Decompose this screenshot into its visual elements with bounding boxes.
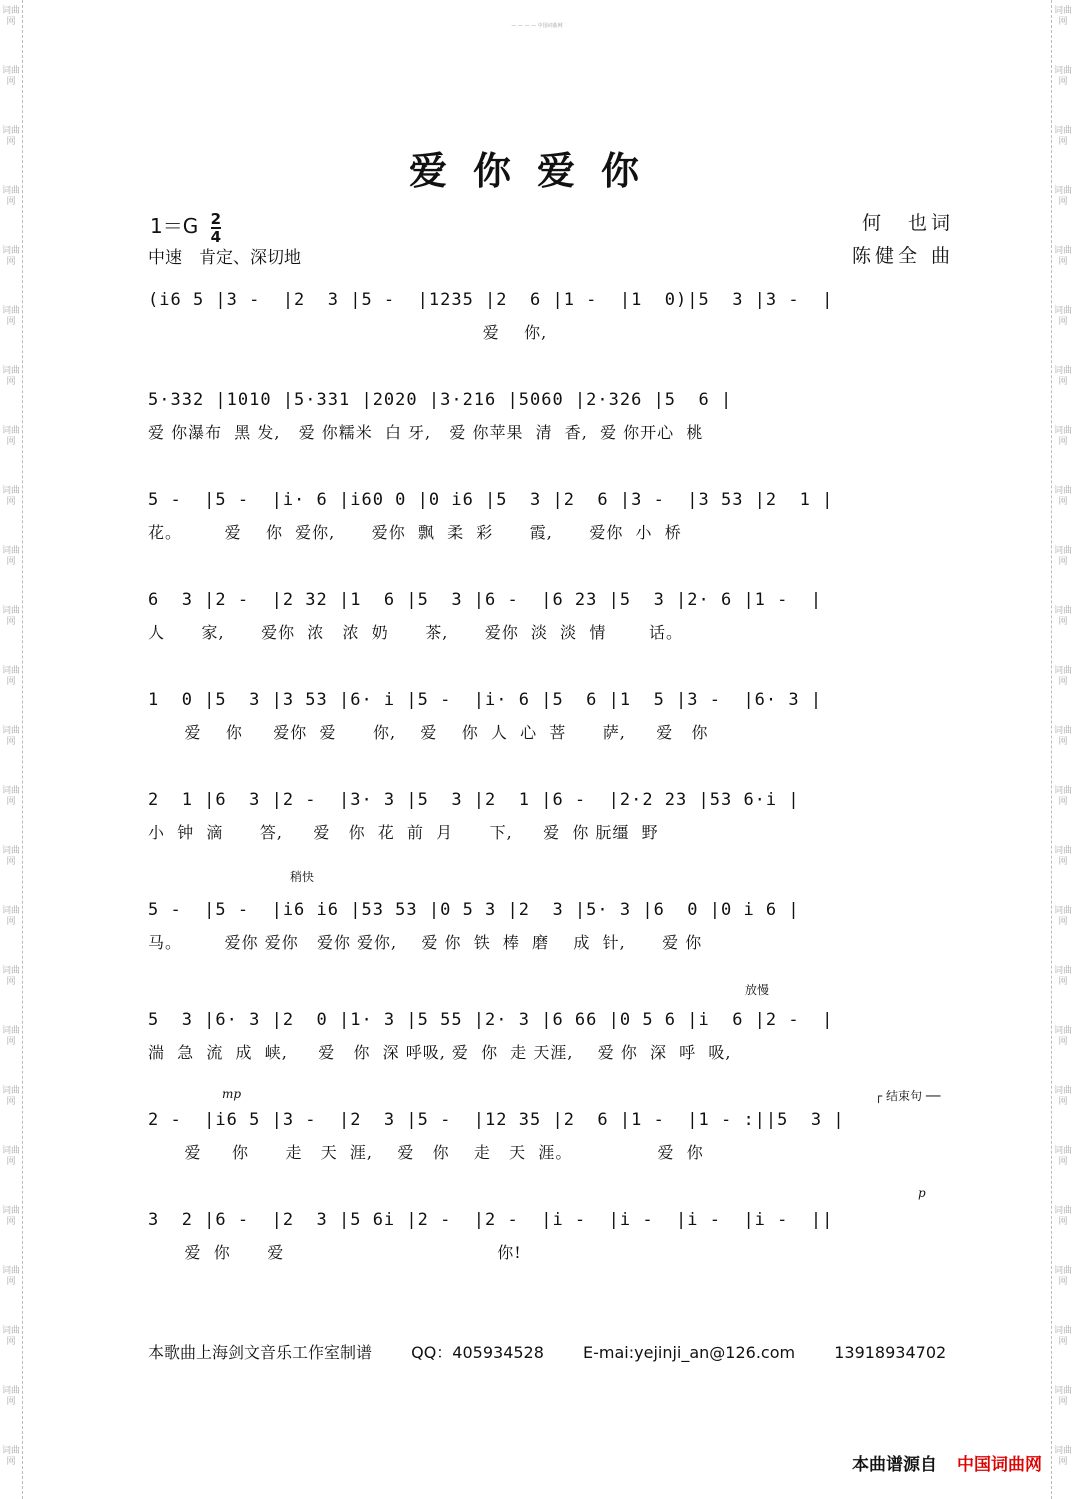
time-denominator: 4: [210, 227, 222, 246]
watermark-text: 词曲网: [1053, 546, 1072, 567]
watermark-text: 词曲网: [1053, 1326, 1072, 1347]
song-title: 爱你爱你: [408, 148, 665, 193]
watermark-text: 词曲网: [1053, 66, 1072, 87]
watermark-text: 词曲网: [1053, 126, 1072, 147]
key-label: 1＝G: [150, 214, 199, 238]
header-mark: — — — — 中国词曲网: [511, 23, 563, 29]
watermark-text: 词曲网: [1, 1386, 20, 1407]
notation: 6 3 |2 - |2 32 |1 6 |5 3 |6 - |6 23 |5 3 |2· 6 |1 - |: [148, 590, 823, 610]
lyrics: 爱 你 爱你 爱 你, 爱 你 人 心 菩 萨, 爱 你: [148, 723, 709, 742]
watermark-text: 词曲网: [1, 1206, 20, 1227]
notation: 1 0 |5 3 |3 53 |6· i |5 - |i· 6 |5 6 |1 5 |3 - |6· 3 |: [148, 690, 823, 710]
watermark-text: 词曲网: [1053, 366, 1072, 387]
watermark-text: 词曲网: [1, 1326, 20, 1347]
watermark-text: 词曲网: [1, 366, 20, 387]
watermark-text: 词曲网: [1053, 1446, 1072, 1467]
watermark-text: 词曲网: [1, 306, 20, 327]
lyrics: 湍 急 流 成 峡, 爱 你 深 呼吸, 爱 你 走 天涯, 爱 你 深 呼 吸,: [148, 1043, 732, 1062]
notation: 2 1 |6 3 |2 - |3· 3 |5 3 |2 1 |6 - |2·2 23 |53 6·i |: [148, 790, 800, 810]
notation: 5 - |5 - |i· 6 |i60 0 |0 i6 |5 3 |2 6 |3 - |3 53 |2 1 |: [148, 490, 834, 510]
lyrics: 爱 你 走 天 涯, 爱 你 走 天 涯。 爱 你: [148, 1143, 704, 1162]
watermark-text: 词曲网: [1053, 1086, 1072, 1107]
p-dynamic: p: [918, 1186, 926, 1200]
ending-marking: ┌ 结束句 ──: [875, 1089, 941, 1103]
time-numerator: 2: [210, 209, 222, 228]
watermark-text: 词曲网: [1, 426, 20, 447]
lyrics: 爱 你 爱 你!: [148, 1243, 522, 1262]
source-site-link[interactable]: 中国词曲网: [957, 1455, 1042, 1475]
composer-credit: 陈健全 曲: [851, 245, 954, 267]
lyrics: 爱 你瀑布 黑 发, 爱 你糯米 白 牙, 爱 你苹果 清 香, 爱 你开心 桃: [148, 423, 704, 442]
watermark-text: 词曲网: [1, 246, 20, 267]
lyrics: 小 钟 滴 答, 爱 你 花 前 月 下, 爱 你 朊缰 野: [148, 823, 659, 842]
watermark-text: 词曲网: [1053, 666, 1072, 687]
key-signature: [150, 210, 221, 245]
watermark-text: 词曲网: [1, 546, 20, 567]
source-note: [852, 1450, 1042, 1475]
watermark-text: 词曲网: [1053, 606, 1072, 627]
notation: 5 - |5 - |i6 i6 |53 53 |0 5 3 |2 3 |5· 3 |6 0 |0 i 6 |: [148, 900, 800, 920]
watermark-text: 词曲网: [1, 186, 20, 207]
phone-number: 13918934702: [834, 1343, 947, 1362]
lyrics: 马。 爱你 爱你 爱你 爱你, 爱 你 铁 棒 磨 成 针, 爱 你: [148, 933, 703, 952]
watermark-text: 词曲网: [1053, 906, 1072, 927]
watermark-text: 词曲网: [1, 666, 20, 687]
watermark-text: 词曲网: [1, 906, 20, 927]
lyricist-credit: 何 也词: [861, 212, 954, 234]
watermark-text: 词曲网: [1, 486, 20, 507]
watermark-text: 词曲网: [1053, 306, 1072, 327]
watermark-text: 词曲网: [1053, 966, 1072, 987]
watermark-text: 词曲网: [1, 66, 20, 87]
studio-credit: 本歌曲上海剑文音乐工作室制谱: [148, 1343, 373, 1362]
tempo-marking: 中速 肯定、深切地: [148, 248, 301, 268]
watermark-text: 词曲网: [1053, 1146, 1072, 1167]
watermark-text: 词曲网: [1053, 786, 1072, 807]
faster-marking: 稍快: [290, 870, 315, 884]
watermark-text: 词曲网: [1, 726, 20, 747]
time-signature: [211, 211, 221, 245]
watermark-text: 词曲网: [1, 1026, 20, 1047]
notation: 5·332 |1010 |5·331 |2020 |3·216 |5060 |2·326 |5 6 |: [148, 390, 733, 410]
watermark-text: 词曲网: [1053, 6, 1072, 27]
lyrics: 人 家, 爱你 浓 浓 奶 茶, 爱你 淡 淡 情 话。: [148, 623, 683, 642]
footer-credits: [148, 1340, 980, 1363]
email-address: E-mai:yejinji_an@126.com: [583, 1343, 796, 1362]
watermark-text: 词曲网: [1053, 1206, 1072, 1227]
watermark-text: 词曲网: [1053, 426, 1072, 447]
watermark-text: 词曲网: [1, 1266, 20, 1287]
watermark-text: 词曲网: [1053, 246, 1072, 267]
watermark-text: 词曲网: [1053, 1386, 1072, 1407]
watermark-text: 词曲网: [1053, 846, 1072, 867]
watermark-text: 词曲网: [1, 846, 20, 867]
notation: 2 - |i6 5 |3 - |2 3 |5 - |12 35 |2 6 |1 - |1 - :||5 3 |: [148, 1110, 845, 1130]
watermark-text: 词曲网: [1053, 486, 1072, 507]
watermark-text: 词曲网: [1, 966, 20, 987]
slower-marking: 放慢: [745, 983, 770, 997]
watermark-text: 词曲网: [1, 1086, 20, 1107]
source-label: 本曲谱源自: [852, 1455, 937, 1475]
lyrics: 花。 爱 你 爱你, 爱你 飘 柔 彩 霞, 爱你 小 桥: [148, 523, 682, 542]
watermark-text: 词曲网: [1, 606, 20, 627]
watermark-text: 词曲网: [1, 126, 20, 147]
qq-number: QQ：405934528: [411, 1343, 544, 1362]
watermark-text: 词曲网: [1, 1146, 20, 1167]
watermark-text: 词曲网: [1053, 726, 1072, 747]
notation: (i6 5 |3 - |2 3 |5 - |1235 |2 6 |1 - |1 0)|5 3 |3 - |: [148, 290, 834, 310]
mp-dynamic: mp: [222, 1087, 242, 1101]
watermark-text: 词曲网: [1053, 1026, 1072, 1047]
watermark-text: 词曲网: [1053, 1266, 1072, 1287]
watermark-text: 词曲网: [1, 786, 20, 807]
notation: 3 2 |6 - |2 3 |5 6i |2 - |2 - |i - |i - |i - |i - ||: [148, 1210, 834, 1230]
watermark-text: 词曲网: [1, 6, 20, 27]
watermark-text: 词曲网: [1, 1446, 20, 1467]
watermark-text: 词曲网: [1053, 186, 1072, 207]
notation: 5 3 |6· 3 |2 0 |1· 3 |5 55 |2· 3 |6 66 |0 5 6 |i 6 |2 - |: [148, 1010, 834, 1030]
lyrics: 爱 你,: [148, 323, 548, 342]
ending-label: 结束句: [886, 1089, 923, 1103]
